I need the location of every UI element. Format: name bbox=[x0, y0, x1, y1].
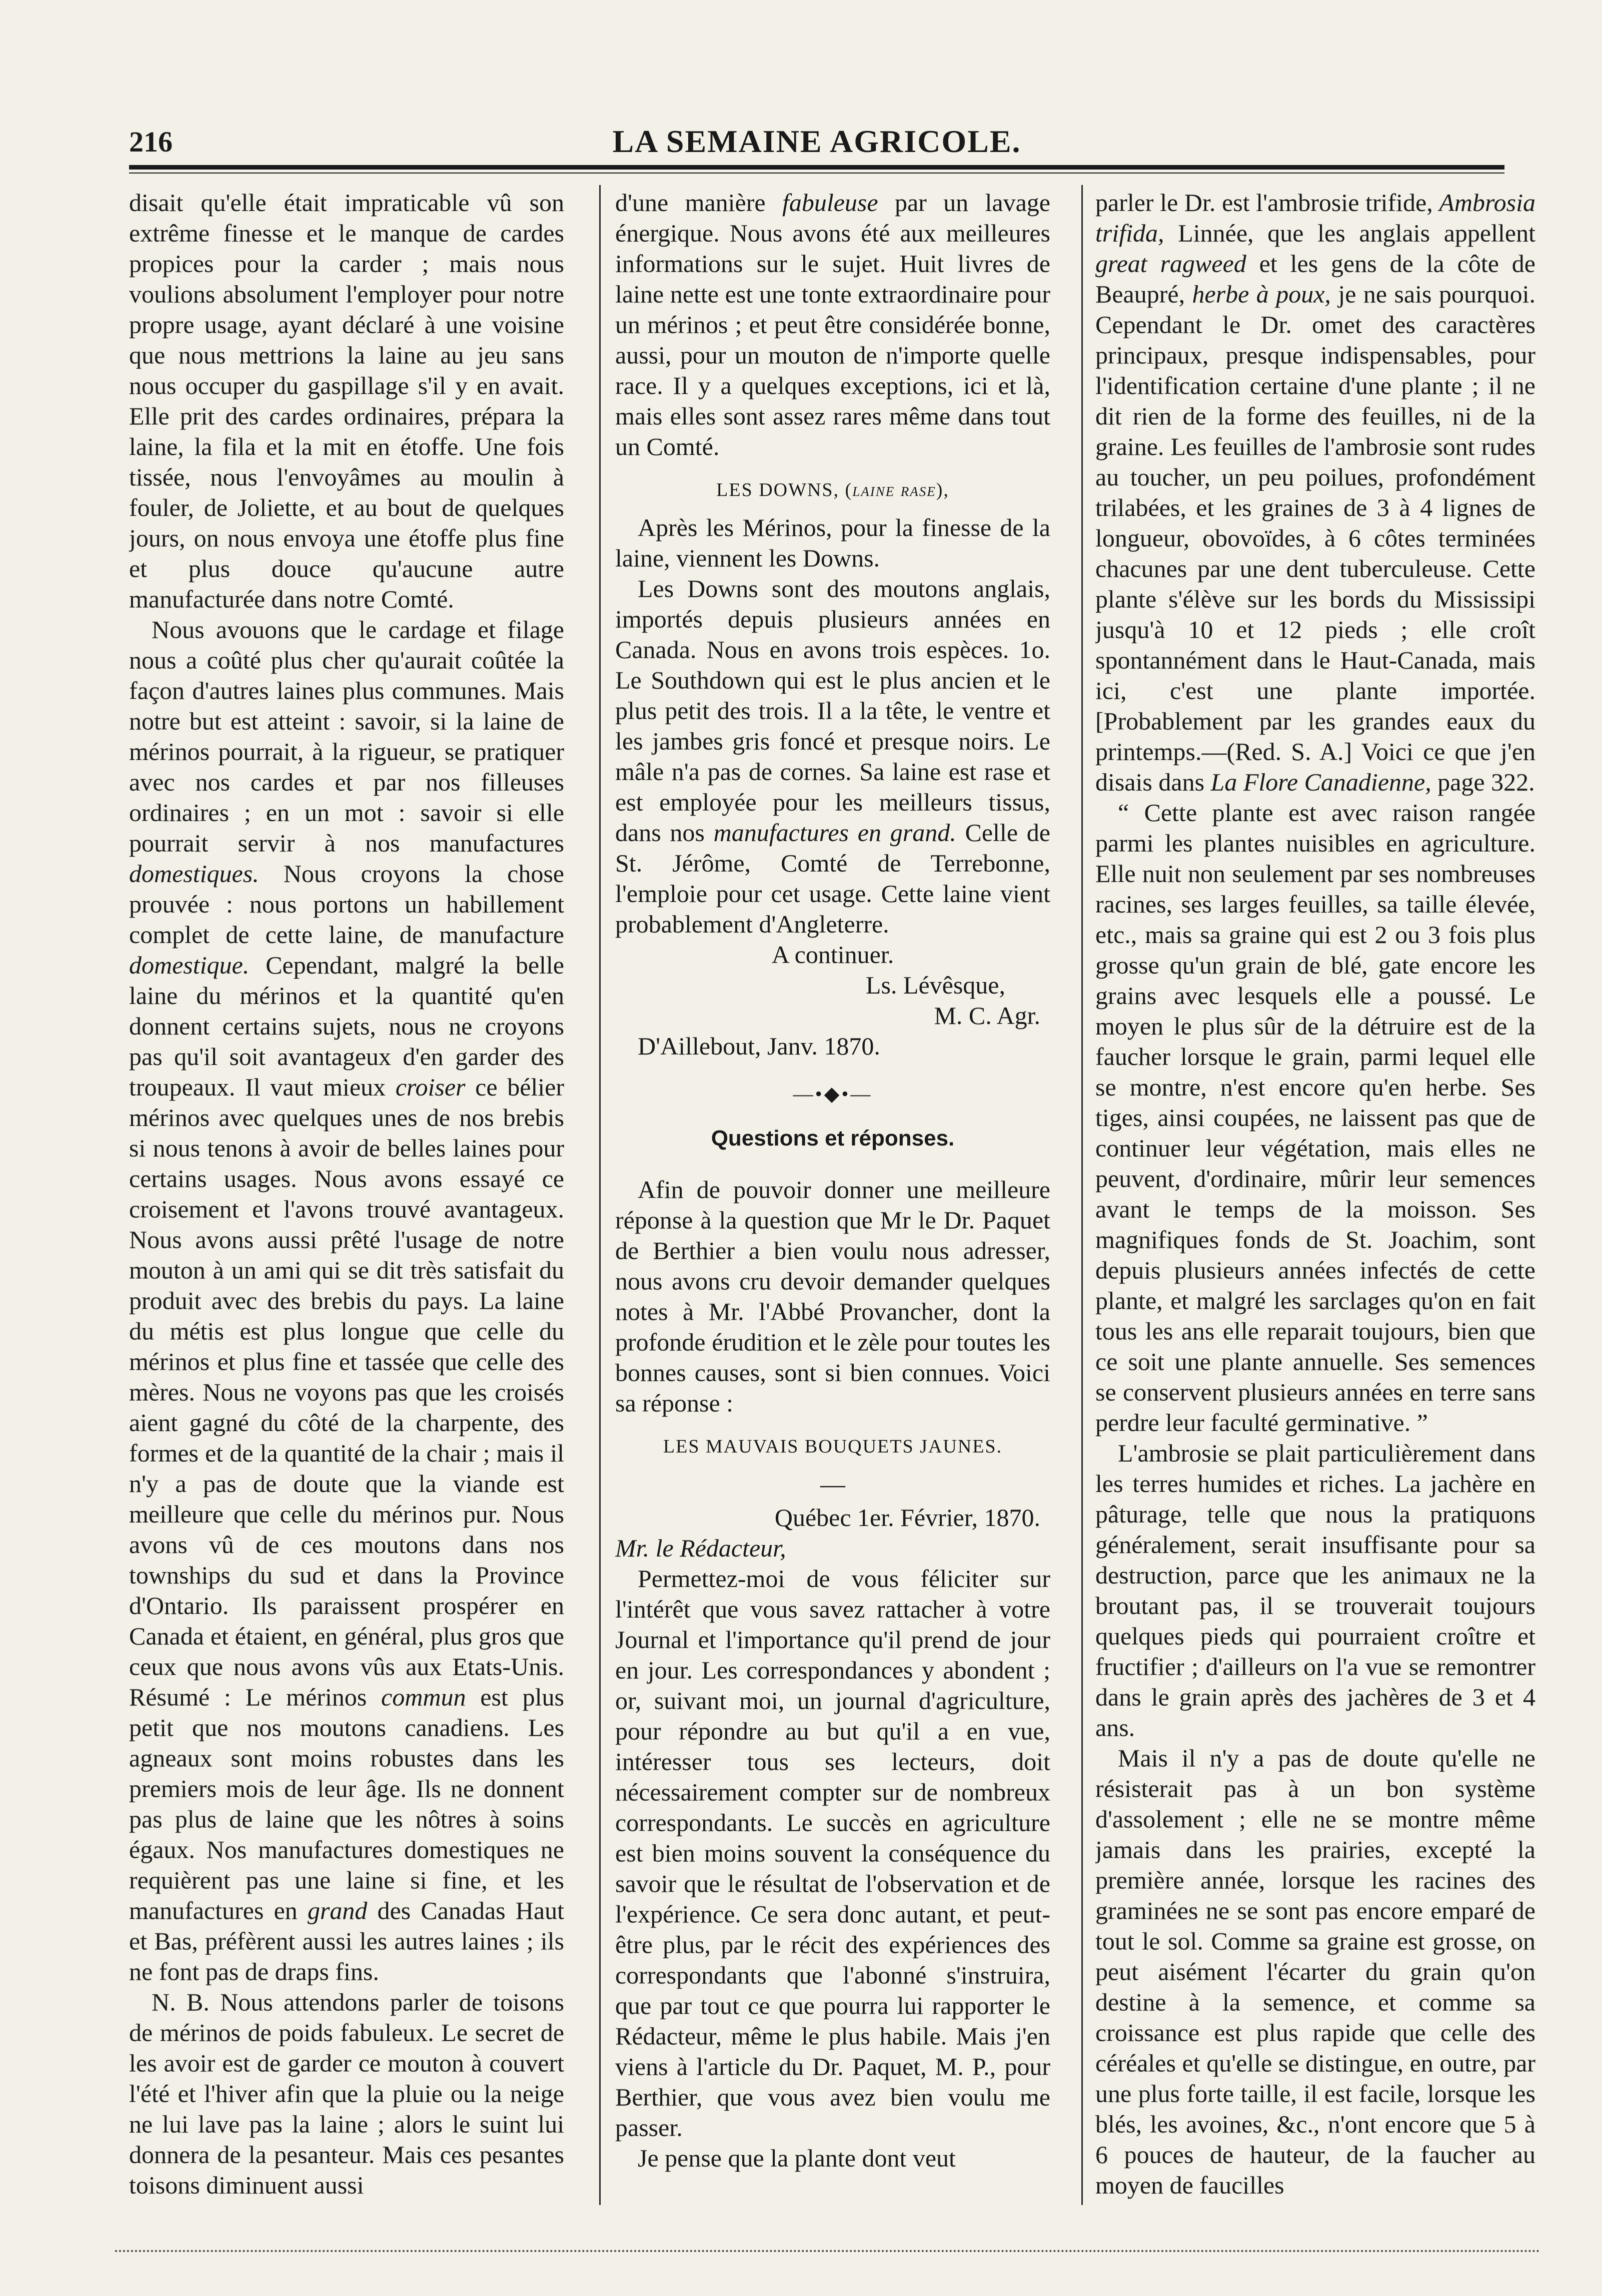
paragraph: Nous avouons que le cardage et filage nous a coûté plus cher qu'aurait coûtée la façon d'autres laines plus communes. Mais notre but est atteint : savoir, si la laine de mérinos pourrait, à la rigueur, se pratiquer avec nos cardes et par nos filleuses ordinaires ; en un mot : savoir si elle pourrait servir à nos manufactures domestiques. Nous croyons la chose prouvée : nous portons un habillement complet de cette laine, de manufacture domestique. Cependant, malgré la belle laine du mérinos et la quantité qu'en donnent certains sujets, nous ne croyons pas qu'il soit avantageux d'en garder des troupeaux. Il vaut mieux croiser ce bélier mérinos avec quelques unes de nos brebis si nous tenons à avoir de belles laines pour certains usages. Nous avons essayé ce croisement et l'avons trouvé avantageux. Nous avons aussi prêté l'usage de notre mouton à un ami qui se dit très satisfait du produit avec des brebis du pays. La laine du métis est plus longue que celle du mérinos et plus fine et tassée que celle des mères. Nous ne voyons pas que les croisés aient gagné du côté de la charpente, des formes et de la quantité de la chair ; mais il n'y a pas de doute que la viande est meilleure que celle du mérinos pur. Nous avons vû de ces moutons dans nos townships du sud et dans la Province d'Ontario. Ils paraissent prospérer en Canada et étaient, en général, plus gros que ceux que nous avons vûs aux Etats-Unis. Résumé : Le mérinos commun est plus petit que nos moutons canadiens. Les agneaux sont moins robustes dans les premiers mois de leur âge. Ils ne donnent pas plus de laine que les nôtres à soins égaux. Nos manufactures domestiques ne requièrent pas une laine si fine, et les manufactures en grand des Canadas Haut et Bas, préfèrent aussi les autres laines ; ils ne font pas de draps fins. bbox=[129, 616, 564, 1986]
column-1 bbox=[129, 188, 564, 2212]
paragraph: d'une manière fabuleuse par un lavage énergique. Nous avons été aux meilleures informations sur le sujet. Huit livres de laine nette est une tonte extraordinaire pour un mérinos ; et peut être considérée bonne, aussi, pour un mouton de n'importe quelle race. Il y a quelques exceptions, ici et là, mais elles sont assez rares même dans tout un Comté. bbox=[615, 188, 1050, 460]
column-divider bbox=[599, 185, 601, 2205]
paragraph: Permettez-moi de vous féliciter sur l'intérêt que vous savez rattacher à votre Journal et l'importance qu'il prend de jour en jour. Les correspondances y abondent ; or, suivant moi, un journal d'agriculture, pour répondre au but qu'il a en vue, intéresser tous ses lecteurs, doit nécessairement compter sur de nombreux correspondants. Le succès en agriculture est bien moins souvent la conséquence du savoir que le résultat de l'observation et de l'expérience. Ce sera donc autant, et peut-être plus, par le récit des expériences des correspondants que l'abonné s'instruira, que par tout ce que pourra lui rapporter le Rédacteur, même le plus habile. Mais j'en viens à l'article du Dr. Paquet, M. P., pour Berthier, que vous avez bien voulu me passer. bbox=[615, 1564, 1050, 2142]
page-bottom-edge bbox=[115, 2235, 1540, 2252]
paragraph: Les Downs sont des moutons anglais, importés depuis plusieurs années en Canada. Nous en avons trois espèces. 1o. Le Southdown qui est le plus ancien et le plus petit des trois. Il a la tête, le ventre et les jambes gris foncé et presque noirs. Le mâle n'a pas de cornes. Sa laine est rase et est employée pour les meilleurs tissus, dans nos manufactures en grand. Celle de St. Jérôme, Comté de Terrebonne, l'emploie pour cet usage. Cette laine vient probablement d'Angleterre. bbox=[615, 574, 1050, 938]
dash-divider: — bbox=[820, 1470, 845, 1498]
page-number: 216 bbox=[129, 126, 173, 158]
signature-title: M. C. Agr. bbox=[934, 1002, 1040, 1030]
salutation: Mr. le Rédacteur, bbox=[615, 1534, 786, 1562]
section-heading-questions: Questions et réponses. bbox=[711, 1126, 955, 1150]
signature-name: Ls. Lévêsque, bbox=[865, 971, 1005, 999]
journal-title: LA SEMAINE AGRICOLE. bbox=[612, 124, 1021, 159]
paragraph: disait qu'elle était impraticable vû son extrême finesse et le manque de cardes propices pour la carder ; mais nous voulions absolument l'employer pour notre propre usage, ayant déclaré à une voisine que nous mettrions la laine au jeu sans nous occuper du gaspillage s'il y en avait. Elle prit des cardes ordinaires, prépara la laine, la fila et la mit en étoffe. Une fois tissée, nous l'envoyâmes au moulin à fouler, de Joliette, et au bout de quelques jours, on nous envoya une étoffe plus fine et plus douce qu'aucune autre manufacturée dans notre Comté. bbox=[129, 188, 564, 613]
paragraph: Après les Mérinos, pour la finesse de la laine, viennent les Downs. bbox=[615, 514, 1050, 572]
quotation-paragraph: “ Cette plante est avec raison rangée parmi les plantes nuisibles en agriculture. Elle nuit non seulement par ses nombreuses racines, ses larges feuilles, sa taille élevée, etc., mais sa graine qui est 2 ou 3 fois plus grosse qu'un grain de blé, gate encore les grains avec lesquels elle a poussé. Le moyen le plus sûr de la détruire est de la faucher lorsque le grain, parmi lequel elle se montre, n'est encore qu'en herbe. Ses tiges, ainsi coupées, ne laissent pas que de continuer leur végétation, mais elles ne peuvent, d'ordinaire, mûrir leur semences avant le temps de la moisson. Ses magnifiques fonds de St. Joachim, sont depuis plusieurs années infectés de cette plante, et malgré les sarclages qu'on en fait tous les ans elle reparait toujours, bien que ce soit une plante annuelle. Ses semences se conservent plusieurs années en terre sans perdre leur faculté germinative. ” bbox=[1095, 798, 1535, 1436]
section-heading-bouquets: LES MAUVAIS BOUQUETS JAUNES. bbox=[663, 1436, 1003, 1457]
column-2 bbox=[615, 188, 1050, 2212]
page-header bbox=[129, 120, 1504, 165]
paragraph: Je pense que la plante dont veut bbox=[638, 2144, 956, 2172]
dateline: D'Aillebout, Janv. 1870. bbox=[638, 1032, 880, 1060]
header-rule bbox=[129, 165, 1504, 174]
paragraph: Mais il n'y a pas de doute qu'elle ne résisterait pas à un bon système d'assolement ; elle ne se montre même jamais dans les prairies, excepté la première année, lorsque les racines des graminées ne se sont pas encore emparé de tout le sol. Comme sa graine est grosse, on peut aisément l'écarter du grain qu'on destine à la semence, et comme sa croissance est plus rapide que celle des céréales et qu'elle se distingue, en outre, par une plus forte taille, il est facile, lorsque les blés, les avoines, &c., n'ont encore que 5 à 6 pouces de hauteur, de la faucher au moyen de faucilles bbox=[1095, 1744, 1535, 2199]
paragraph: parler le Dr. est l'ambrosie trifide, Ambrosia trifida, Linnée, que les anglais appellent great ragweed et les gens de la côte de Beaupré, herbe à poux, je ne sais pourquoi. Cependant le Dr. omet des caractères principaux, presque indispensables, pour l'identification certaine d'une plante ; il ne dit rien de la forme des feuilles, ni de la graine. Les feuilles de l'ambrosie sont rudes au toucher, un peu poilues, profondément trilabées, et les graines de 3 à 4 lignes de longueur, obovoïdes, à 6 côtes terminées chacunes par une dent tuberculeuse. Cette plante s'élève sur les bords du Mississipi jusqu'à 10 et 12 pieds ; elle croît spontannément dans le Haut-Canada, mais ici, c'est une plante importée. [Probablement par les grandes eaux du printemps.—(Red. S. A.] Voici ce que j'en disais dans La Flore Canadienne, page 322. bbox=[1095, 188, 1535, 796]
paragraph: N. B. Nous attendons parler de toisons de mérinos de poids fabuleux. Le secret de les avoir est de garder ce mouton à couvert l'été et l'hiver afin que la pluie ou la neige ne lui lave pas la laine ; alors le suint lui donnera de la pesanteur. Mais ces pesantes toisons diminuent aussi bbox=[129, 1988, 564, 2199]
ornament-divider: —•◆•— bbox=[793, 1082, 873, 1105]
paragraph: Afin de pouvoir donner une meilleure réponse à la question que Mr le Dr. Paquet de Berthier a bien voulu nous adresser, nous avons cru devoir demander quelques notes à Mr. l'Abbé Provancher, dont la profonde érudition et le zèle pour toutes les bonnes causes, sont si bien connues. Voici sa réponse : bbox=[615, 1176, 1050, 1417]
letter-date: Québec 1er. Février, 1870. bbox=[774, 1504, 1040, 1532]
section-heading-downs: LES DOWNS, (laine rase), bbox=[716, 480, 949, 500]
paragraph: L'ambrosie se plait particulièrement dans les terres humides et riches. La jachère en pâturage, telle que nous la pratiquons généralement, serait insuffisante pour sa destruction, parce que les animaux ne la broutant pas, il se trouverait toujours quelques pieds qui pourraient croître et fructifier ; d'ailleurs on l'a vue se remontrer dans le grain après des jachères de 3 et 4 ans. bbox=[1095, 1439, 1535, 1742]
to-be-continued: A continuer. bbox=[771, 940, 894, 968]
column-divider bbox=[1081, 185, 1083, 2205]
column-3 bbox=[1095, 188, 1535, 2212]
